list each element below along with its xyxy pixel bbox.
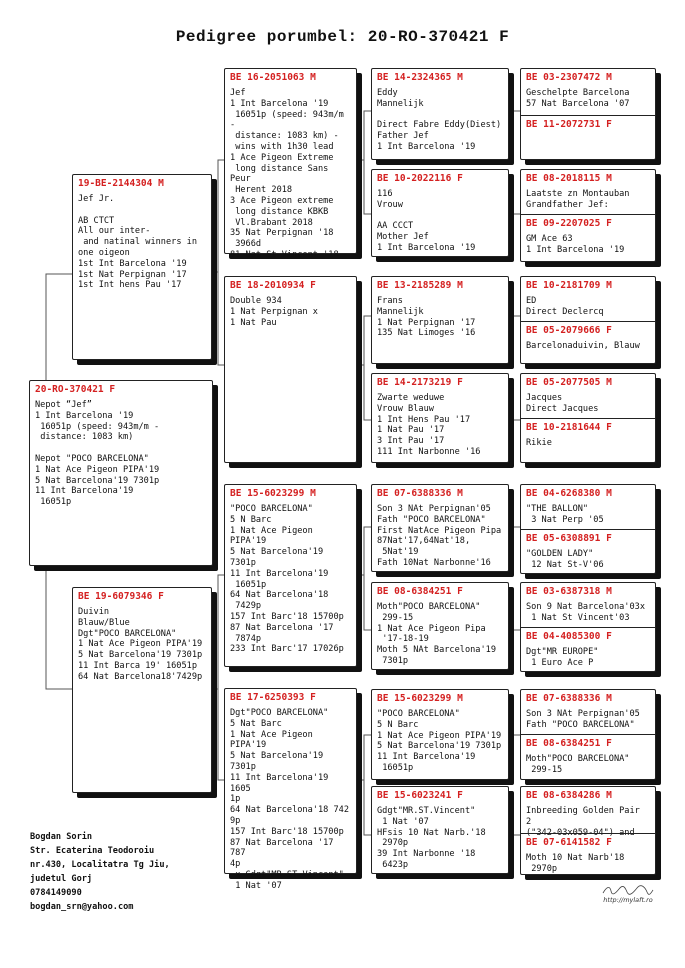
page-title: Pedigree porumbel: 20-RO-370421 F (175, 28, 510, 46)
pedigree-description: Moth"POCO BARCELONA" 299-15 (526, 754, 630, 775)
gen4-dam-entry (521, 734, 655, 781)
gen4-dam-entry (521, 115, 655, 161)
pedigree-description: "POCO BARCELONA" 5 N Barc 1 Nat Ace Pigeon PIPA'19 5 Nat Barcelona'19 7301p 11 Int Barcelona'19 16051p 64 Nat Barcelona'18 7429p 157 Int Barc'18 15700p 87 Nat Barcelona '17 7874p 233 Int Barc'17 17026p (230, 504, 344, 655)
pedigree-description: "POCO BARCELONA" 5 N Barc 1 Nat Ace Pigeon PIPA'19 5 Nat Barcelona'19 7301p 11 Int Barcelona'19 16051p (377, 709, 502, 773)
pedigree-ring-number: BE 16-2051063 M (230, 72, 316, 83)
pedigree-description: GM Ace 63 1 Int Barcelona '19 (526, 234, 625, 255)
pedigree-ring-number: BE 15-6023299 M (230, 488, 316, 499)
gen4-sire-entry (521, 485, 655, 529)
subject-pigeon-card (29, 380, 213, 566)
pedigree-description: Inbreeding Golden Pair 2 ("342-03x059-04") and (526, 806, 640, 838)
pedigree-ring-number: BE 10-2181644 F (526, 422, 612, 433)
pedigree-ring-number: BE 07-6388336 M (377, 488, 463, 499)
pedigree-ring-number: BE 04-4085300 F (526, 631, 612, 642)
pedigree-ring-number: BE 09-2207025 F (526, 218, 612, 229)
brand-logo (592, 884, 664, 904)
gen4-dam-entry (521, 627, 655, 673)
pedigree-description: Double 934 1 Nat Perpignan x 1 Nat Pau (230, 296, 318, 328)
pedigree-description: Laatste zn Montauban Grandfather Jef: (526, 189, 630, 210)
grandsire-maternal-card (224, 484, 357, 667)
gen3-card-2 (371, 169, 509, 257)
pedigree-description: Geschelpte Barcelona 57 Nat Barcelona '07 (526, 88, 630, 109)
owner-name: Bogdan Sorin (30, 832, 93, 842)
gen4-pair-7 (520, 689, 656, 780)
gen4-sire-entry (521, 787, 655, 838)
gen3-card-8 (371, 786, 509, 874)
pedigree-ring-number: BE 11-2072731 F (526, 119, 612, 130)
pedigree-description: Dgt"MR EUROPE" 1 Euro Ace P (526, 647, 599, 668)
sire-description: Jef Jr. AB CTCT All our inter- and natinal winners in one oigeon 1st Int Barcelona '19 1st Nat Perpignan '17 1st Int hens Pau '17 (78, 194, 198, 291)
gen4-sire-entry (521, 690, 655, 734)
pedigree-description: "THE BALLON" 3 Nat Perp '05 (526, 504, 604, 525)
pedigree-ring-number: BE 05-2079666 F (526, 325, 612, 336)
pedigree-ring-number: BE 15-6023299 M (377, 693, 463, 704)
pedigree-description: Zwarte weduwe Vrouw Blauw 1 Int Hens Pau '17 1 Nat Pau '17 3 Int Pau '17 111 Int Narbonne '16 (377, 393, 481, 457)
pedigree-description: Jacques Direct Jacques (526, 393, 599, 414)
gen4-dam-entry (521, 833, 655, 876)
sire-card (72, 174, 212, 360)
pedigree-description: Barcelonaduivin, Blauw (526, 341, 640, 351)
pedigree-ring-number: BE 03-6387318 M (526, 586, 612, 597)
grandsire-paternal-card (224, 68, 357, 260)
gen3-card-1 (371, 68, 509, 160)
gen4-pair-8 (520, 786, 656, 875)
gen4-dam-entry (521, 418, 655, 464)
gen4-sire-entry (521, 277, 655, 321)
subject-description: Nepot “Jef” 1 Int Barcelona '19 16051p (speed: 943m/m - distance: 1083 km) Nepot "POCO BARCELONA" 1 Nat Ace Pigeon PIPA'19 5 Nat Barcelona'19 7301p 11 Int Barcelona'19 16051p (35, 400, 160, 508)
gen4-sire-entry (521, 69, 655, 115)
pedigree-description: "GOLDEN LADY" 12 Nat St-V'06 (526, 549, 604, 570)
owner-contact-block (30, 830, 170, 914)
gen3-card-4 (371, 373, 509, 463)
gen4-pair-3 (520, 276, 656, 364)
owner-email: bogdan_srn@yahoo.com (30, 902, 134, 912)
logo-url-text: http://mylaft.ro (603, 896, 653, 904)
pedigree-ring-number: BE 03-2307472 M (526, 72, 612, 83)
pedigree-ring-number: BE 10-2022116 F (377, 173, 463, 184)
pedigree-ring-number: BE 08-6384251 F (526, 738, 612, 749)
pedigree-ring-number: BE 15-6023241 F (377, 790, 463, 801)
owner-street: Str. Ecaterina Teodoroiu (30, 846, 155, 856)
pedigree-ring-number: BE 14-2173219 F (377, 377, 463, 388)
pedigree-description: Eddy Mannelijk Direct Fabre Eddy(Diest) Father Jef 1 Int Barcelona '19 (377, 88, 502, 152)
pedigree-description: Gdgt"MR.ST.Vincent" 1 Nat '07 HFsis 10 Nat Narb.'18 2970p 39 Int Narbonne '18 6423p (377, 806, 486, 870)
gen4-pair-1 (520, 68, 656, 160)
pedigree-description: 116 Vrouw AA CCCT Mother Jef 1 Int Barcelona '19 (377, 189, 476, 253)
pedigree-description: Son 3 NAt Perpignan'05 Fath "POCO BARCELONA" (526, 709, 640, 730)
gen3-card-5 (371, 484, 509, 572)
dam-ring-number: BE 19-6079346 F (78, 591, 164, 602)
pedigree-ring-number: BE 04-6268380 M (526, 488, 612, 499)
dam-card (72, 587, 212, 793)
gen4-pair-4 (520, 373, 656, 463)
granddam-paternal-card (224, 276, 357, 463)
gen4-sire-entry (521, 170, 655, 214)
dam-description: Duivin Blauw/Blue Dgt"POCO BARCELONA" 1 Nat Ace Pigeon PIPA'19 5 Nat Barcelona'19 7301p 11 Int Barca 19' 16051p 64 Nat Barcelona18'7429p (78, 607, 203, 682)
pedigree-ring-number: BE 08-6384286 M (526, 790, 612, 801)
gen4-pair-5 (520, 484, 656, 574)
pedigree-ring-number: BE 17-6250393 F (230, 692, 316, 703)
gen3-card-3 (371, 276, 509, 364)
pedigree-description: Moth 10 Nat Narb'18 2970p (526, 853, 625, 874)
gen4-sire-entry (521, 374, 655, 418)
gen4-sire-entry (521, 583, 655, 627)
owner-county: judetul Gorj (30, 874, 93, 884)
pedigree-description: Rikie (526, 438, 552, 448)
gen4-dam-entry (521, 529, 655, 575)
granddam-maternal-card (224, 688, 357, 891)
pedigree-ring-number: BE 08-2018115 M (526, 173, 612, 184)
owner-locality: nr.430, Localitatra Tg Jiu, (30, 860, 170, 870)
subject-ring-number: 20-RO-370421 F (35, 384, 116, 395)
pedigree-ring-number: BE 10-2181709 M (526, 280, 612, 291)
gen3-card-7 (371, 689, 509, 780)
gen4-pair-2 (520, 169, 656, 262)
pedigree-ring-number: BE 18-2010934 F (230, 280, 316, 291)
pedigree-description: Son 9 Nat Barcelona'03x 1 Nat St Vincent'03 (526, 602, 645, 623)
pedigree-ring-number: BE 13-2185289 M (377, 280, 463, 291)
pedigree-description: Moth"POCO BARCELONA" 299-15 1 Nat Ace Pigeon Pipa '17-18-19 Moth 5 NAt Barcelona'19 7301p (377, 602, 496, 666)
gen4-dam-entry (521, 214, 655, 263)
signature-logo-icon (601, 884, 655, 896)
pedigree-description: ED Direct Declercq (526, 296, 604, 317)
pedigree-ring-number: BE 07-6141582 F (526, 837, 612, 848)
gen3-card-6 (371, 582, 509, 670)
owner-phone: 0784149090 (30, 888, 82, 898)
pedigree-description: Frans Mannelijk 1 Nat Perpignan '17 135 Nat Limoges '16 (377, 296, 476, 339)
pedigree-ring-number: BE 08-6384251 F (377, 586, 463, 597)
gen4-pair-6 (520, 582, 656, 672)
pedigree-ring-number: BE 05-2077505 M (526, 377, 612, 388)
pedigree-ring-number: BE 07-6388336 M (526, 693, 612, 704)
pedigree-description: Jef 1 Int Barcelona '19 16051p (speed: 943m/m - distance: 1083 km) - wins with 1h30 lead 1 Ace Pigeon Extreme long distance Sans Peur Herent 2018 3 Ace Pigeon extreme long distance KBKB Vl.Brabant 2018 35 Nat Perpignan '18 3966d 81 Nat St Vincent '18 (230, 88, 344, 260)
pedigree-description: Son 3 NAt Perpignan'05 Fath "POCO BARCELONA" First NatAce Pigeon Pipa 87Nat'17,64Nat'18, 5Nat'19 Fath 10Nat Narbonne'16 (377, 504, 502, 568)
sire-ring-number: 19-BE-2144304 M (78, 178, 164, 189)
pedigree-ring-number: BE 14-2324365 M (377, 72, 463, 83)
gen4-dam-entry (521, 321, 655, 365)
pedigree-ring-number: BE 05-6308891 F (526, 533, 612, 544)
pedigree-description: Dgt"POCO BARCELONA" 5 Nat Barc 1 Nat Ace Pigeon PIPA'19 5 Nat Barcelona'19 7301p 11 Int Barcelona'19 1605 1p 64 Nat Barcelona'18 742 9p 157 Int Barc'18 15700p 87 Nat Barcelona '17 787 4p x Gdgt"MR.ST.Vincent" 1 Nat '07 (230, 708, 349, 891)
